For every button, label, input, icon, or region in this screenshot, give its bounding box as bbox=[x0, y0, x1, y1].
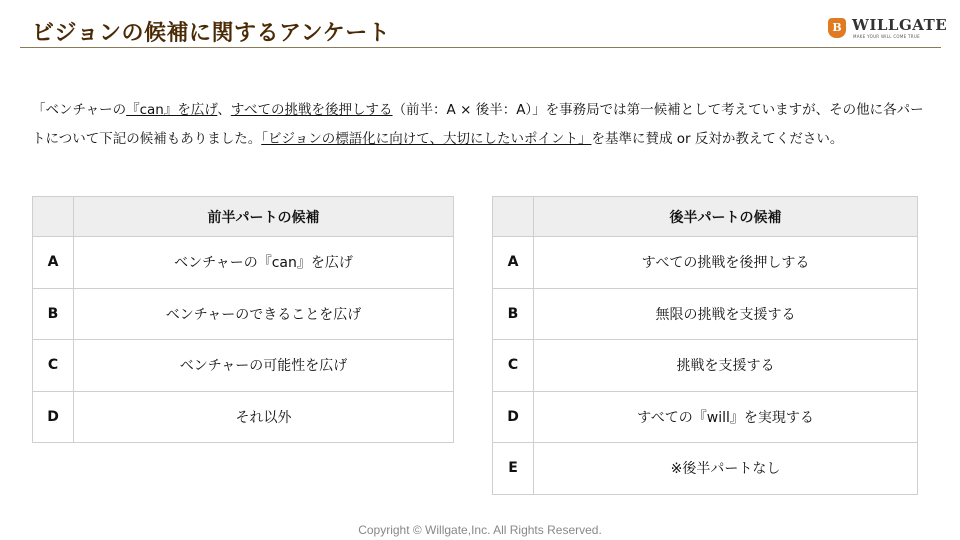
option-key: D bbox=[33, 391, 74, 443]
option-key: A bbox=[493, 237, 534, 289]
logo-badge-icon: B bbox=[828, 18, 846, 38]
intro-underline-can: 『can』を広げ bbox=[126, 102, 218, 118]
header-key-cell bbox=[33, 197, 74, 237]
intro-text-1: 「ベンチャーの bbox=[32, 102, 127, 118]
option-text: すべての挑戦を後押しする bbox=[534, 237, 918, 289]
table-row bbox=[493, 443, 918, 495]
table-row bbox=[493, 288, 918, 340]
title-divider bbox=[20, 47, 941, 48]
back-part-candidates-table bbox=[492, 196, 918, 495]
option-key: C bbox=[33, 340, 74, 392]
table-row bbox=[493, 391, 918, 443]
option-text: それ以外 bbox=[74, 391, 454, 443]
copyright-footer: Copyright © Willgate,Inc. All Rights Reserved. bbox=[358, 523, 602, 537]
table-row bbox=[33, 237, 454, 289]
option-text: ベンチャーの可能性を広げ bbox=[74, 340, 454, 392]
front-part-candidates-table bbox=[32, 196, 454, 443]
table-header-row bbox=[33, 197, 454, 237]
table-row bbox=[33, 288, 454, 340]
header-key-cell bbox=[493, 197, 534, 237]
intro-underline-challenge: すべての挑戦を後押しする bbox=[230, 102, 393, 118]
intro-paragraph bbox=[32, 96, 932, 154]
option-key: A bbox=[33, 237, 74, 289]
option-text: ベンチャーのできることを広げ bbox=[74, 288, 454, 340]
table-row bbox=[33, 340, 454, 392]
option-text: 無限の挑戦を支援する bbox=[534, 288, 918, 340]
option-key: C bbox=[493, 340, 534, 392]
option-text: ベンチャーの『can』を広げ bbox=[74, 237, 454, 289]
back-table-header: 後半パートの候補 bbox=[534, 197, 918, 237]
table-row bbox=[493, 237, 918, 289]
page-title: ビジョンの候補に関するアンケート bbox=[32, 21, 391, 46]
logo-tagline: MAKE YOUR WILL COME TRUE bbox=[853, 34, 920, 39]
option-text: 挑戦を支援する bbox=[534, 340, 918, 392]
option-text: すべての『will』を実現する bbox=[534, 391, 918, 443]
logo-wordmark: WILLGATE bbox=[852, 16, 948, 34]
option-key: B bbox=[493, 288, 534, 340]
intro-underline-criteria: 「ビジョンの標語化に向けて、大切にしたいポイント」 bbox=[261, 131, 592, 147]
table-row bbox=[493, 340, 918, 392]
option-key: E bbox=[493, 443, 534, 495]
option-key: B bbox=[33, 288, 74, 340]
intro-text-3: （前半：A × 後半：A）」を事務局では第一候補として考えていますが、その他に各パートについて下記の候補もありました。 bbox=[32, 102, 924, 147]
company-logo bbox=[826, 16, 948, 44]
option-text: ※後半パートなし bbox=[534, 443, 918, 495]
intro-text-2: 、 bbox=[217, 102, 231, 118]
option-key: D bbox=[493, 391, 534, 443]
front-table-header: 前半パートの候補 bbox=[74, 197, 454, 237]
table-row bbox=[33, 391, 454, 443]
table-header-row bbox=[493, 197, 918, 237]
intro-text-4: を基準に賛成 or 反対か教えてください。 bbox=[591, 131, 844, 147]
